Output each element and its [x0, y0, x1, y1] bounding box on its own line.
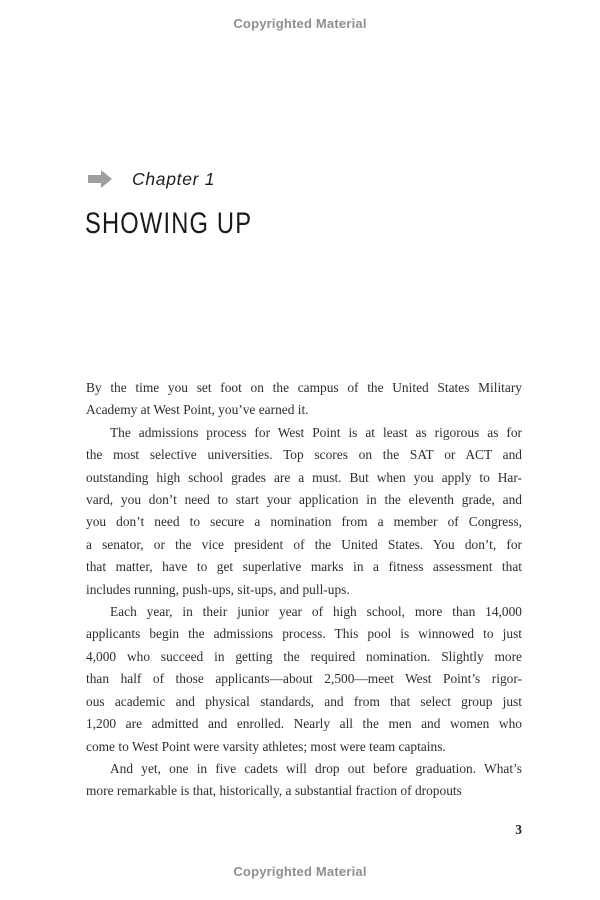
text-line: The admissions process for West Point is at least as rigorous as for — [110, 424, 522, 440]
arrow-right-icon — [88, 169, 113, 189]
text-line: that matter, have to get superlative marks in a fitness assessment that — [86, 559, 522, 575]
paragraph — [86, 601, 522, 758]
page-body-text — [86, 377, 522, 803]
text-line: a senator, or the vice president of the United States. You don’t, for — [86, 536, 522, 552]
chapter-label: Chapter 1 — [132, 168, 216, 189]
text-line: Academy at West Point, you’ve earned it. — [86, 402, 309, 418]
text-line: vard, you don’t need to start your application in the eleventh grade, and — [86, 492, 522, 508]
chapter-heading-row — [88, 167, 215, 191]
text-line: 1,200 are admitted and enrolled. Nearly all the men and women who — [86, 716, 522, 732]
text-line: Each year, in their junior year of high school, more than 14,000 — [110, 604, 522, 620]
text-line: And yet, one in five cadets will drop out before graduation. What’s — [110, 760, 522, 776]
text-line: ous academic and physical standards, and from that select group just — [86, 693, 522, 709]
paragraph — [86, 377, 522, 422]
text-line: 4,000 who succeed in getting the required nomination. Slightly more — [86, 648, 522, 664]
paragraph — [86, 422, 522, 601]
copyright-notice-bottom: Copyrighted Material — [233, 864, 367, 879]
text-line: the most selective universities. Top scores on the SAT or ACT and — [86, 447, 522, 463]
text-line: applicants begin the admissions process. This pool is winnowed to just — [86, 626, 522, 642]
text-line: you don’t need to secure a nomination from a member of Congress, — [86, 514, 522, 530]
text-line: outstanding high school grades are a must. But when you apply to Har- — [86, 469, 522, 485]
page-number: 3 — [515, 822, 522, 837]
arrow-right-shape — [88, 170, 112, 188]
text-line: come to West Point were varsity athletes; most were team captains. — [86, 738, 446, 754]
copyright-notice-top: Copyrighted Material — [233, 16, 367, 31]
text-line: By the time you set foot on the campus of the United States Military — [86, 380, 522, 395]
text-line: includes running, push-ups, sit-ups, and pull-ups. — [86, 581, 350, 597]
text-line: than half of those applicants—about 2,500—meet West Point’s rigor- — [86, 671, 522, 687]
paragraph — [86, 758, 522, 803]
chapter-title: SHOWING UP — [85, 207, 253, 240]
text-line: more remarkable is that, historically, a substantial fraction of dropouts — [86, 783, 462, 799]
